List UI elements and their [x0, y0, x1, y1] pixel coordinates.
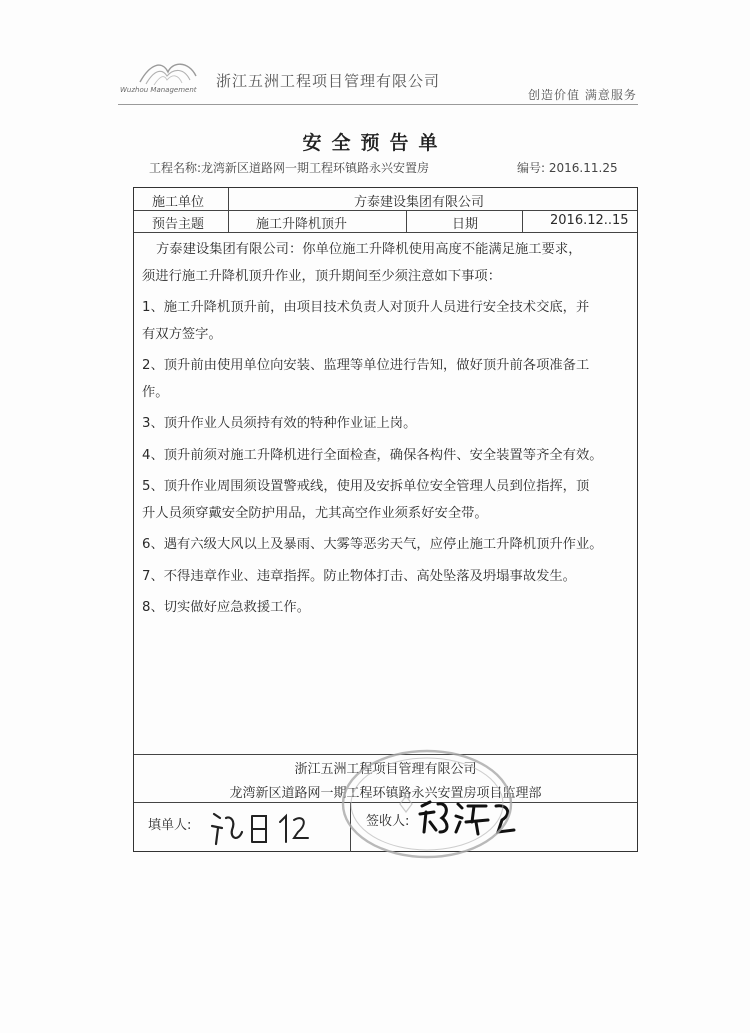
- column-divider: [406, 210, 407, 232]
- row-divider: [134, 754, 637, 755]
- column-divider: [228, 188, 229, 232]
- wing-logo-icon: [132, 58, 202, 88]
- list-item: 6、遇有六级大风以上及暴雨、大雾等恶劣天气，应停止施工升降机顶升作业。: [142, 537, 603, 552]
- serial-value: 2016.11.25: [548, 161, 618, 175]
- subject-value: 施工升降机顶升: [256, 217, 348, 232]
- letterhead-company-name: 浙江五洲工程项目管理有限公司: [216, 72, 441, 90]
- list-item: 有双方签字。: [142, 326, 222, 342]
- list-item: 5、顶升作业周围须设置警戒线，使用及安拆单位安全管理人员到位指挥，顶: [142, 479, 590, 494]
- document-title: 安全预告单: [302, 132, 448, 154]
- intro-line: 方泰建设集团有限公司：你单位施工升降机使用高度不能满足施工要求，: [156, 242, 582, 257]
- list-item: 升人员须穿戴安全防护用品，尤其高空作业须系好安全带。: [142, 505, 488, 521]
- filler-signature: [204, 802, 334, 850]
- list-item: 作。: [142, 384, 169, 400]
- issuer-department: 龙湾新区道路网一期工程环镇路永兴安置房项目监理部: [229, 786, 542, 801]
- project-name-line: [149, 159, 429, 176]
- contractor-value: 方泰建设集团有限公司: [354, 195, 485, 210]
- serial-number-line: [517, 159, 618, 176]
- notice-form: [133, 187, 638, 852]
- receiver-label: 签收人:: [366, 814, 410, 829]
- subject-label: 预告主题: [152, 217, 205, 232]
- intro-line: 须进行施工升降机顶升作业，顶升期间至少须注意如下事项：: [142, 268, 502, 284]
- list-item: 1、施工升降机顶升前，由项目技术负责人对顶升人员进行安全技术交底，并: [142, 300, 590, 315]
- row-divider: [134, 210, 637, 211]
- column-divider: [522, 210, 523, 232]
- row-divider: [134, 232, 637, 233]
- letterhead-slogan: 创造价值 满意服务: [528, 88, 637, 102]
- list-item: 7、不得违章作业、违章指挥。防止物体打击、高处坠落及坍塌事故发生。: [142, 568, 576, 584]
- receiver-signature: [416, 792, 526, 840]
- project-label: 工程名称:: [149, 161, 202, 175]
- logo-text: Wuzhou Management: [120, 86, 197, 94]
- list-item: 4、顶升前须对施工升降机进行全面检查，确保各构件、安全装置等齐全有效。: [142, 447, 603, 463]
- date-value: 2016.12..15: [550, 213, 629, 228]
- list-item: 3、顶升作业人员须持有效的特种作业证上岗。: [142, 416, 417, 431]
- project-name: 龙湾新区道路网一期工程环镇路永兴安置房: [201, 161, 430, 175]
- notice-body: [142, 237, 637, 622]
- filler-label: 填单人:: [148, 818, 192, 833]
- list-item: 8、切实做好应急救援工作。: [142, 600, 311, 615]
- date-label: 日期: [452, 217, 479, 232]
- serial-label: 编号:: [517, 161, 546, 175]
- header-divider: [118, 104, 638, 105]
- column-divider: [350, 802, 351, 852]
- issuer-company: 浙江五洲工程项目管理有限公司: [294, 762, 477, 777]
- contractor-label: 施工单位: [152, 195, 205, 210]
- list-item: 2、顶升前由使用单位向安装、监理等单位进行告知，做好顶升前各项准备工: [142, 358, 590, 373]
